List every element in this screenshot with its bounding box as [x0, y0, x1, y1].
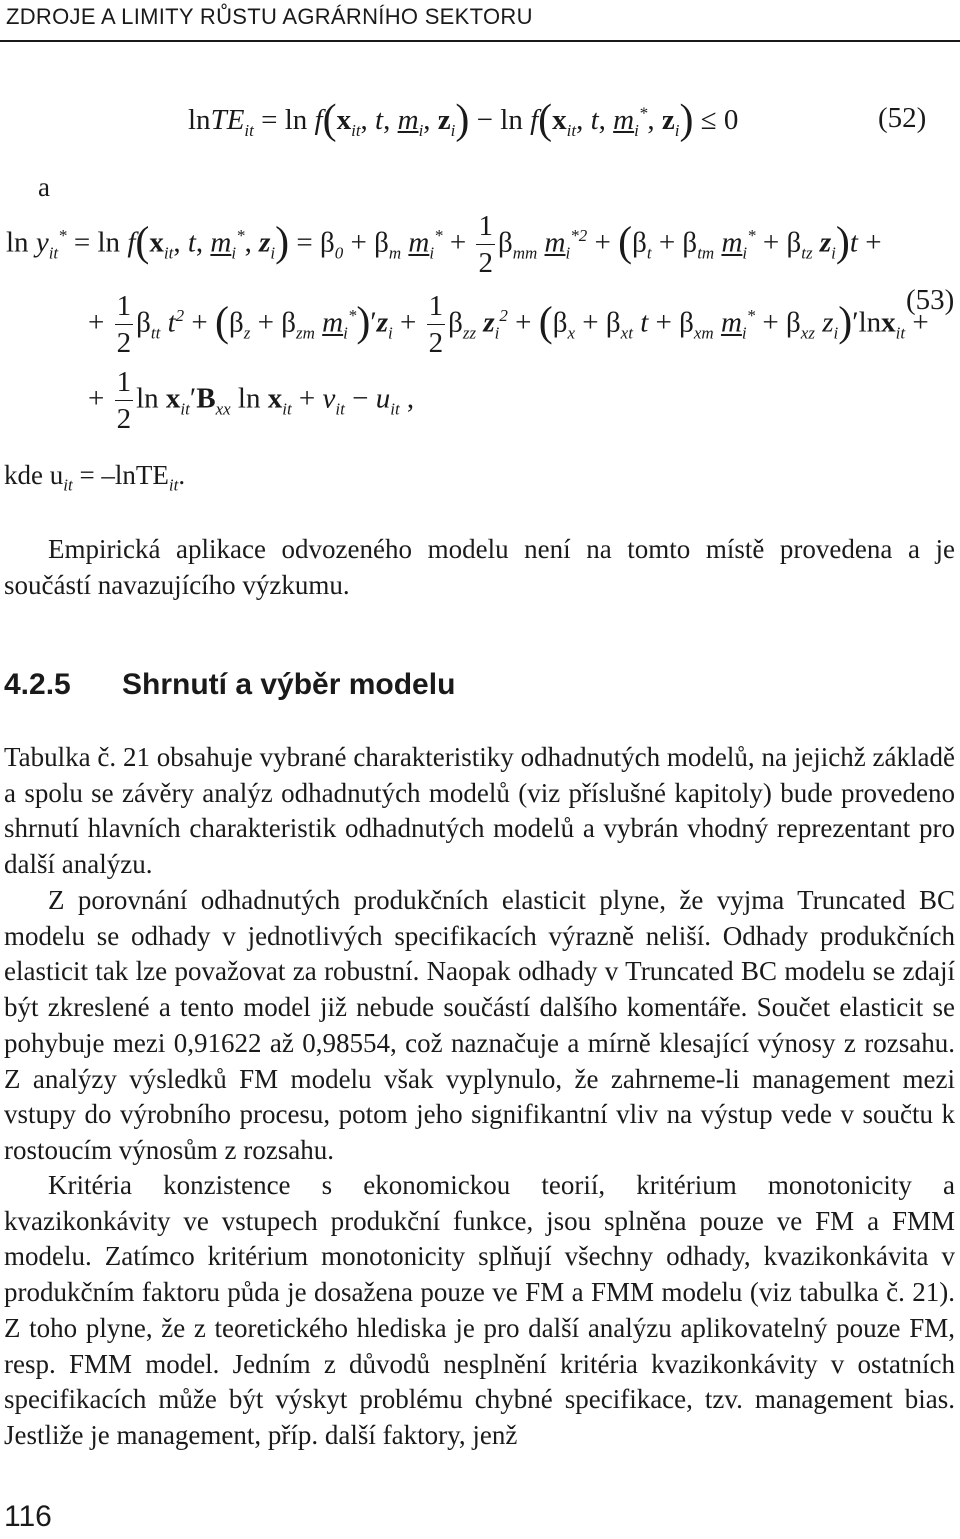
- equation-53-line-1: $\ln y_{it}^* = \ln f(x_{it}$, t, $m_i^*$, $z_i) = \beta_0 + \beta_m$ $m_i^*$ + $\frac{1}{2}$ $\beta_{mm}$ $m_i^{*2} + (\beta_t + \beta_{tm}$ $m_i^* + \beta_{tz}$ $z_i)t$ +: [6, 210, 882, 279]
- where-sub-2: it: [168, 475, 179, 495]
- paragraph-3: [4, 883, 955, 1169]
- equation-53-line-2: + $\frac{1}{2}$ $\beta_{tt}$ $t^2 + (\beta_z + \beta_{zm}$ $m_i^*)'z_i$ + $\frac{1}{2}$ $\beta_{zz}$ $z_i^2 + (\beta_x + \beta_{xt}$ $t + \beta_{xm}$ $m_i^* + \beta_{xz}$ $z_i)'\ln x_{it}$ +: [88, 290, 929, 359]
- paragraph-3-text: Z porovnání odhadnutých produkčních elasticit plyne, že vyjma Truncated BC modelu se odhady v jednotlivých specifikacích výrazně neliší. Odhady produkčních elasticit tak lze považovat za robustní. Naopak odhady v Truncated BC modelu se zdají být zkreslené a tento model již nebude součástí dalšího komentáře. Součet elasticit se pohybuje mezi 0,91622 až 0,98554, což naznačuje a mírně klesající výnosy z rozsahu. Z analýzy výsledků FM modelu však vyplynulo, že zahrneme-li management mezi vstupy do výrobního procesu, potom jeho signifikantní vliv na výstup vede v součtu k rostoucím výnosům z rozsahu.: [4, 885, 955, 1165]
- paragraph-1: [4, 532, 955, 603]
- paragraph-4-text: Kritéria konzistence s ekonomickou teorií, kritérium monotonicity a kvazikonkávity ve vstupech produkční funkce, jsou splněna pouze ve FM a FMM modelu. Zatímco kritérium monotonicity splňují všechny odhady, kvazikonkávita v produkčním faktoru půda je dosažena pouze ve FM a FMM modelu (viz tabulka č. 21). Z toho plyne, že z teoretického hlediska je pro další analýzu aplikovatelný pouze FM, resp. FMM model. Jedním z důvodů nesplnění kritéria kvazikonkávity v ostatních specifikacích může být výskyt problému chybné specifikace, tzv. management bias. Jestliže je management, příp. další faktory, jenž: [4, 1170, 955, 1450]
- equation-53-line-3: + $\frac{1}{2}$ $\ln x_{it}'B_{xx}$ $\ln x_{it} + v_{it} - u_{it}$ ,: [88, 366, 415, 435]
- where-sub-1: it: [63, 475, 73, 495]
- equation-number-52: (52): [878, 102, 927, 134]
- paragraph-4: [4, 1168, 955, 1454]
- page-number: 116: [4, 1500, 52, 1533]
- where-middle: = –lnTE: [72, 460, 169, 490]
- where-clause: [4, 460, 185, 495]
- section-title: Shrnutí a výběr modelu: [122, 668, 456, 701]
- equation-number-53: (53): [906, 284, 955, 316]
- where-suffix: .: [178, 460, 186, 490]
- header-rule: [0, 40, 960, 42]
- paragraph-2: Tabulka č. 21 obsahuje vybrané charakteristiky odhadnutých modelů, na jejichž základě a spolu se závěry analýz odhadnutých modelů (viz příslušné kapitoly) bude provedeno shrnutí hlavních charakteristik odhadnutých modelů a vybrán vhodný reprezentant pro další analýzu.: [4, 742, 955, 880]
- connector-a: a: [38, 172, 50, 202]
- section-heading: [4, 668, 455, 702]
- section-number: 4.2.5: [4, 668, 71, 701]
- paragraph-1-text: Empirická aplikace odvozeného modelu není na tomto místě provedena a je součástí navazujícího výzkumu.: [4, 534, 955, 600]
- where-prefix: kde u: [4, 460, 64, 490]
- equation-52: lnTE$_{it}$ = $\ln f(x_{it}$, t, $m_i$, $z_i) - \ln f(x_{it}$, t, $m_i^*$, $z_i) \le 0$: [188, 97, 739, 143]
- running-header: ZDROJE A LIMITY RŮSTU AGRÁRNÍHO SEKTORU: [6, 4, 533, 29]
